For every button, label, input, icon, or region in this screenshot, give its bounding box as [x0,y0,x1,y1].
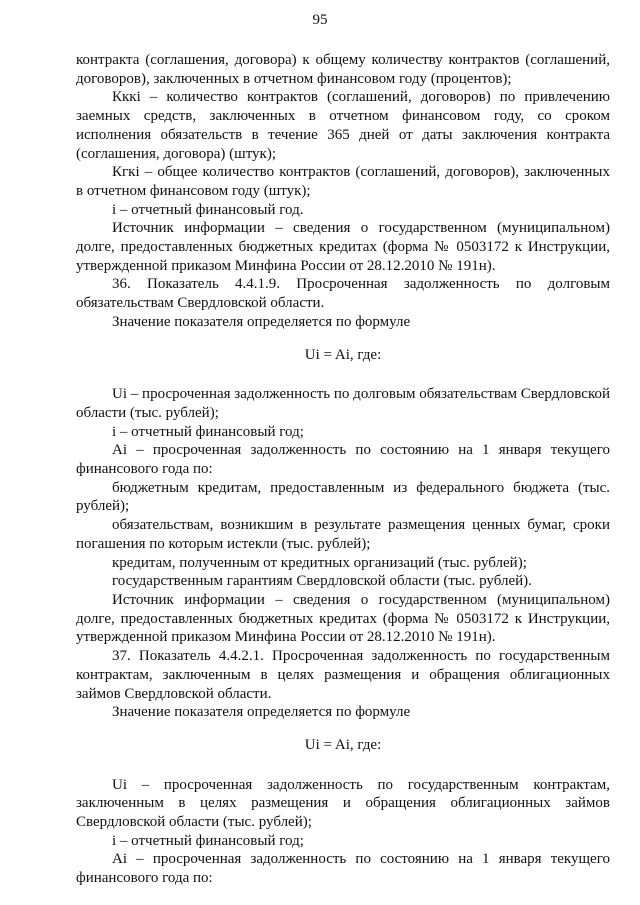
paragraph: контракта (соглашения, договора) к общему количеству контрактов (соглашений, договоров), заключенных в отчетном финансовом году (процентов); [76,52,610,87]
document-body [76,51,610,888]
paragraph: Значение показателя определяется по формуле [112,313,411,330]
paragraph: обязательствам, возникшим в результате размещения ценных бумаг, сроки погашения по которым истекли (тыс. рублей); [76,517,610,552]
paragraph: Ai – просроченная задолженность по состоянию на 1 января текущего финансового года по: [76,851,610,887]
paragraph: Ui – просроченная задолженность по государственным контрактам, заключенным в целях размещения и обращения облигационных займов Свердловской области (тыс. рублей); [76,776,610,831]
paragraph: Кгкi – общее количество контрактов (соглашений, договоров), заключенных в отчетном финансовом году (штук); [76,164,610,199]
section-heading: 36. Показатель 4.4.1.9. Просроченная задолженность по долговым обязательствам Свердловской области. [76,276,610,312]
paragraph: i – отчетный финансовый год; [112,832,304,849]
formula: Ui = Ai, где: [304,346,382,363]
paragraph: i – отчетный финансовый год; [112,423,304,440]
section-heading: 37. Показатель 4.4.2.1. Просроченная задолженность по государственным контрактам, заключенным в целях размещения и обращения облигационных займов Свердловской области. [76,648,610,702]
paragraph: Источник информации – сведения о государственном (муниципальном) долге, предоставленных бюджетных кредитах (форма № 0503172 к Инструкции, утвержденной приказом Минфина России от 28.12.2010 № 191н). [76,591,610,646]
paragraph: Источник информации – сведения о государственном (муниципальном) долге, предоставленных бюджетных кредитах (форма № 0503172 к Инструкции, утвержденной приказом Минфина России от 28.12.2010 № 191н). [76,220,610,274]
paragraph: государственным гарантиям Свердловской области (тыс. рублей). [112,573,532,590]
paragraph: Кккi – количество контрактов (соглашений, договоров) по привлечению заемных средств, заключенных в отчетном финансовом году, со сроком исполнения обязательств в течение 365 дней от даты заключения контракта (соглашения, договора) (штук); [76,89,610,162]
paragraph: кредитам, полученным от кредитных организаций (тыс. рублей); [112,554,527,571]
formula: Ui = Ai, где: [304,736,382,753]
page-number: 95 [312,12,328,28]
paragraph: Ai – просроченная задолженность по состоянию на 1 января текущего финансового года по: [76,442,610,478]
paragraph: бюджетным кредитам, предоставленным из федерального бюджета (тыс. рублей); [76,479,610,515]
paragraph: i – отчетный финансовый год. [112,201,304,218]
paragraph: Значение показателя определяется по формуле [112,704,411,721]
paragraph: Ui – просроченная задолженность по долговым обязательствам Свердловской области (тыс. рублей); [76,386,610,421]
